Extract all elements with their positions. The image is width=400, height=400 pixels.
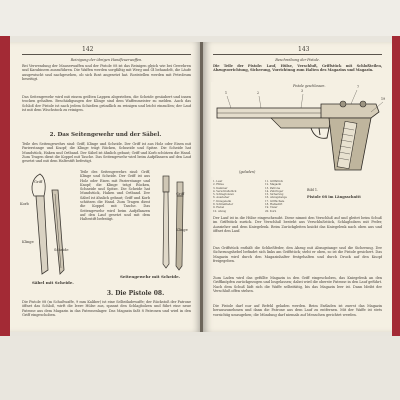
figure-sub-caption: (geladen)	[239, 170, 256, 174]
backdrop-bottom	[0, 336, 400, 400]
sabre-label-griff: Griff	[34, 180, 43, 184]
sabre-caption: Säbel mit Scheide.	[32, 280, 74, 285]
left-page	[10, 42, 201, 332]
bayonet-illustration	[155, 172, 195, 272]
right-body-1: Der Lauf ist in die Hülse eingeschraubt. Diese nimmt den Verschluß auf und gleitet beim Schuß im Griffstück zurück. Der Verschluß besteht aus Verschlußstück, Schlagbolzen mit Feder, Auszieher und dem Kniegelenk. Beim Zurückgleiten knickt das Kniegelenk nach oben aus und öffnet den Lauf.	[213, 216, 382, 233]
sabre-label-scheide: Scheide	[54, 248, 69, 252]
backdrop-top	[0, 0, 400, 36]
figure-number: Bild 1.	[307, 188, 319, 192]
pistol-cutaway-diagram	[211, 82, 386, 177]
bayonet-label-klinge: Klinge	[176, 228, 188, 232]
pistol-legend-right: 11. Griffstück 12. Magazin 13. Patrone 14. Zubringer 15. Sicherung 16. Abzugstange 17. Griffschale 18. Haltestift 19. Visier 20. Korn	[265, 180, 287, 213]
right-intro: Die Teile der Pistole: Lauf, Hülse, Verschluß, Griffstück mit Schloßteilen, Abzugvorrichtung, Sicherung, Vorrichtung zum Halten des Magazins und Magazin.	[213, 64, 382, 73]
svg-text:7: 7	[357, 85, 360, 89]
right-page-number: 143	[298, 46, 310, 53]
section-3-text: Die Pistole 08 (m Schußwaffe, 9 mm Kaliber) ist eine Selbstladewaffe; der Rückstoß der Patrone öffnet das Schloß, wirft die leere Hülse aus, spannt den Schlagbolzen und führt eine neue Patrone aus dem Magazin in das Patronenlager. Das Magazin faßt 8 Patronen und wird in den Griff eingeschoben.	[22, 300, 191, 317]
svg-text:19: 19	[381, 97, 386, 101]
figure-top-note: Pistole geschlossen.	[293, 84, 326, 88]
header-rule	[22, 54, 191, 55]
right-running-head: Beschreibung der Pistole.	[275, 58, 320, 62]
svg-text:1: 1	[225, 91, 228, 95]
left-paragraph-2: Das Seitengewehr wird mit einem geölten Lappen abgerieben, die Scheide gesäubert und innen trocken gehalten. Beschädigungen der Klinge sind dem Waffenmeister zu melden. Auch das Schloß der Pistole ist nach jedem Schießen gründlich zu reinigen und leicht einzuölen; der Lauf ist mit dem Wischstock zu reinigen.	[22, 95, 191, 112]
section-2-continued: Teile des Seitengewehrs sind: Griff, Klinge und Scheide. Der Griff ist aus Holz oder Eisen mit Parierstange und Knopf; die Klinge trägt Rücken, Schneide und Spitze. Die Scheide hat Mundstück, Haken und Ortband. Der Säbel ist ähnlich gebaut; Griff und Korb schützen die Hand. Zum Tragen dient die Koppel mit Tasche. Das Seitengewehr wird beim Aufpflanzen auf den Lauf gesetzt und mit dem Haltestift befestigt.	[80, 170, 150, 222]
section-2-heading: 2. Das Seitengewehr und der Säbel.	[49, 132, 162, 138]
right-body-2: Das Griffstück enthält die Schließfeder, den Abzug mit Abzugstange und die Sicherung. Der Sicherungshebel befindet sich links am Griffstück; steht er oben, so ist die Pistole gesichert. Das Magazin wird durch den Magazinhalter festgehalten und durch Druck auf den Knopf freigegeben.	[213, 246, 382, 263]
svg-text:3: 3	[301, 89, 304, 93]
red-cover-edge-right	[392, 36, 400, 336]
sabre-label-korb: Korb	[20, 202, 29, 206]
right-page	[203, 42, 392, 332]
left-page-number: 142	[82, 46, 94, 53]
right-body-4: Die Pistole darf nur auf Befehl geladen werden. Beim Entladen ist zuerst das Magazin herauszunehmen und dann die Patrone aus dem Lauf zu entfernen. Mit der Waffe ist stets vorsichtig umzugehen; die Mündung darf niemals auf Menschen gerichtet werden.	[213, 304, 382, 317]
bayonet-caption: Seitengewehr mit Scheide.	[120, 274, 181, 279]
sabre-illustration	[24, 170, 84, 280]
bayonet-label-griff: Griff	[176, 192, 185, 196]
left-paragraph-1: Bei Verwendung der Mauserwaffen und der Pistole 08 ist das Reinigen gleich wie bei Gewehren und Karabinern auszuführen. Die Waffen werden sorgfältig mit Werg und Öl behandelt, die Läufe ausgewischt und nachgesehen, ob sich Rost angesetzt hat. Roststellen werden mit Petroleum beseitigt.	[22, 64, 191, 81]
section-2-text: Teile des Seitengewehrs sind: Griff, Klinge und Scheide. Der Griff ist aus Holz oder Eisen mit Parierstange und Knopf; die Klinge trägt Rücken, Schneide und Spitze. Die Scheide hat Mundstück, Haken und Ortband. Der Säbel ist ähnlich gebaut; Griff und Korb schützen die Hand. Zum Tragen dient die Koppel mit Tasche. Das Seitengewehr wird beim Aufpflanzen auf den Lauf gesetzt und mit dem Haltestift befestigt.	[22, 142, 191, 164]
left-running-head: Reinigung der übrigen Handfeuerwaffen.	[70, 58, 143, 62]
figure-caption: Pistole 08 im Längsschnitt	[307, 195, 361, 199]
svg-text:2: 2	[257, 91, 260, 95]
section-3-heading: 3. Die Pistole 08.	[106, 290, 165, 297]
header-rule	[213, 54, 382, 55]
right-body-3: Zum Laden wird das gefüllte Magazin in den Griff eingeschoben, das Kniegelenk an den Griffknöpfen zurückgezogen und losgelassen; dabei wird die oberste Patrone in den Lauf geführt. Nach dem Schuß lädt sich die Waffe selbsttätig, bis das Magazin leer ist. Dann bleibt der Verschluß offen stehen.	[213, 276, 382, 293]
red-cover-edge-left	[0, 36, 10, 336]
sabre-label-klinge: Klinge	[22, 240, 34, 244]
pistol-legend-left: 1. Lauf 2. Hülse 3. Kammer 4. Verschlußstück 5. Schlagbolzen 6. Auszieher 7. Kniegelenk 8. Schließfeder 9. Hebel 10. Abzug	[213, 180, 237, 213]
